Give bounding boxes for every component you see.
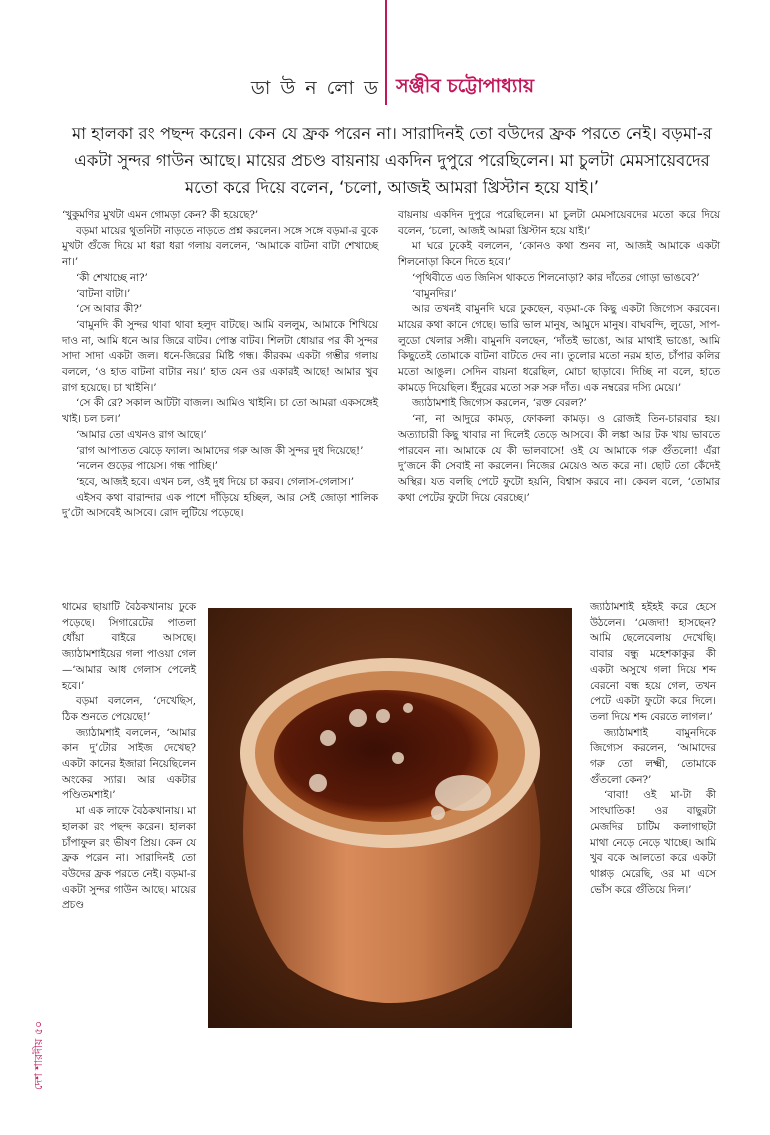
paragraph: ‘বামুনদির।’	[412, 287, 457, 300]
paragraph: জ্যাঠামশাই বললেন, ‘আমার কান দু’টোর সাইজ দেখেছ? একটা কানের ইজারা নিয়েছিলেন অংকের স্যার। আর একটার পণ্ডিতমশাই।’	[62, 726, 196, 802]
paragraph: বড়মা বললেন, ‘দেখেছিস, ঠিক শুনতে পেয়েছে!’	[62, 695, 196, 723]
clay-cup-photo	[208, 608, 572, 1028]
paragraph: ‘কী শেখাচ্ছে না?’	[76, 271, 148, 284]
paragraph: মা ঘরে ঢুকেই বললেন, ‘কোনও কথা শুনব না, আজই আমাকে একটা শিলনোড়া কিনে দিতে হবে।’	[398, 240, 720, 269]
paragraph: বড়মা মায়ের থুতনিটা নাড়তে নাড়তে প্রশ্ন করলেন। সঙ্গে সঙ্গে বড়মা-র বুকে মুখটা গুঁজে দিয়ে মা ধরা ধরা গলায় বললেন, ‘আমাকে বাটনা বাটা শেখাচ্ছে না।’	[62, 224, 378, 269]
paragraph: ‘আমার তো এখনও রাগ আছে।’	[76, 428, 207, 441]
text-column-3	[62, 600, 196, 914]
header-divider	[385, 0, 387, 105]
clay-cup-illustration	[208, 608, 572, 1028]
paragraph: ‘সে কী রে? সকাল আটটা বাজল। আমিও খাইনি। চা তো আমরা একসঙ্গেই খাই। চল চল।’	[62, 397, 378, 426]
paragraph: থামের ছায়াটি বৈঠকখানায় ঢুকে পড়েছে। সিগারেটের পাতলা ধোঁয়া বাইরে আসছে। জ্যাঠামশাইয়ের গলা পাওয়া গেল—‘আমার আধ গেলাস পেলেই হবে।’	[62, 601, 196, 692]
paragraph: ‘হবে, আজই হবে। এখন চল, ওই দুধ দিয়ে চা করব। গেলাস-গেলাস।’	[76, 475, 355, 488]
text-column-4	[590, 600, 716, 898]
paragraph: ‘বাবা! ওই মা-টা কী সাংঘাতিক! ওর বাছুরটা মেজদির চাটিম কলাগাছটা মাথা নেড়ে নেড়ে খাচ্ছে। আমি খুব বকে আলতো করে একটা থাপ্পড় মেরেছি, ওর মা এসে ভোঁস করে গুঁতিয়ে দিল।’	[590, 789, 716, 896]
text-column-2	[398, 208, 720, 506]
author-name: সঞ্জীব চট্টোপাধ্যায়	[396, 75, 535, 97]
paragraph: ‘নলেন গুড়ের পায়েস। গন্ধ পাচ্ছি।’	[76, 460, 218, 473]
page-folio: দেশ শারদীয় ৫০	[32, 1020, 45, 1090]
section-title: ডা উ ন লো ড	[250, 77, 380, 99]
paragraph: ‘না, না আদুরে কামড়, ফোকলা কামড়। ও রোজই তিন-চারবার হয়। অত্যাচারী কিছু খাবার না দিলেই তেড়ে আসবে। কী লঙ্কা আর টক খায় ভাবতে পারবেন না। আমাকে যে কী ভালবাসে! ওই যে আমাকে গরু গুঁতলো! এঁরা দু’জনে কী সেবাই না করলেন। নিজের মেয়েও অত করে না। ছোট তো কেঁদেই অস্থির। যত বলছি পেটে ফুটো হয়নি, বিশ্বাস করবে না। কেবল বলে, ‘তোমার কথা পেটের ফুটো দিয়ে বেরচ্ছে।’	[398, 413, 720, 504]
paragraph: আর তখনই বামুনদি ঘরে ঢুকছেন, বড়মা-কে কিছু একটা জিগ্যেস করবেন। মায়ের কথা কানে গেছে। ভারি ভাল মানুষ, আমুদে মানুষ। বাঘবন্দি, লুডো, সাপ-লুডো খেলার সঙ্গী। বামুনদি বলছেন, ‘দাঁতই ভাঙো, আর মাথাই ভাঙো, আমি কিছুতেই তোমাকে বাটনা বাটতে দেব না। তুলোর মতো নরম হাত, চাঁপার কলির মতো আঙুল। সেদিন বায়না ধরেছিল, মোচা ছাড়াবে। দিচ্ছি না বলে, হাতে কামড়ে দিয়েছিল। ইঁদুরের মতো সরু সরু দাঁত। এক নম্বরের দস্যি মেয়ে।’	[398, 303, 720, 394]
paragraph: এইসব কথা বারান্দার এক পাশে দাঁড়িয়ে হচ্ছিল, আর সেই জোড়া শালিক দু’টো আসবেই আসবে। রোদ লুটিয়ে পড়েছে।	[62, 491, 378, 520]
paragraph: জ্যাঠামশাই জিগ্যেস করলেন, ‘রক্ত বেরল?’	[412, 397, 587, 410]
paragraph: জ্যাঠামশাই বামুনদিকে জিগ্যেস করলেন, ‘আমাদের গরু তো লক্ষ্মী, তোমাকে গুঁতলো কেন?’	[590, 726, 716, 786]
paragraph: ‘সে আবার কী?’	[76, 303, 143, 316]
paragraph: বায়নায় একদিন দুপুরে পরেছিলেন। মা চুলটা মেমসায়েবদের মতো করে দিয়ে বলেন, ‘চলো, আজই আমরা খ্রিস্টান হয়ে যাই।’	[398, 209, 720, 237]
text-column-1	[62, 208, 378, 522]
paragraph: ‘খুকুমণির মুখটা এমন গোমড়া কেন? কী হয়েছে?’	[62, 209, 259, 221]
paragraph: জ্যাঠামশাই হইহই করে হেসে উঠলেন। ‘মেজদা! হাসছেন? আমি ছেলেবেলায় দেখেছি। বাবার বন্ধু মহেশকাকুর কী একটা অসুখে গলা দিয়ে শব্দ বেরনো বন্ধ হয়ে গেল, তখন পেটে একটা ফুটো করে দিলে। তলা দিয়ে শব্দ বেরতে লাগল।’	[590, 601, 716, 723]
paragraph: ‘পৃথিবীতে এত জিনিস থাকতে শিলনোড়া? কার দাঁতের গোড়া ভাঙবে?’	[412, 271, 700, 284]
paragraph: ‘বামুনদি কী সুন্দর থাবা থাবা হলুদ বাটছে। আমি বললুম, আমাকে শিখিয়ে দাও না, আমি ধনে আর জিরে বাটব। পোস্ত বাটব। শিলটা ধোয়ার পর কী সুন্দর সাদা সাদা একটা জল। ধনে-জিরের মিষ্টি গন্ধ। কীরকম একটা গম্ভীর গলায় বললে, ‘ও হাত বাটনা বাটার নয়।’ হাত যেন ওর একারই আছে! আমার খুব রাগ হয়েছে। চা খাইনি।’	[62, 318, 378, 394]
paragraph: ‘রাগ আপাতত ঝেড়ে ফ্যাল। আমাদের গরু আজ কী সুন্দর দুধ দিয়েছে!’	[76, 444, 364, 457]
paragraph: ‘বাটনা বাটা।’	[76, 287, 131, 300]
intro-pullquote: মা হালকা রং পছন্দ করেন। কেন যে ফ্রক পরেন না। সারাদিনই তো বউদের ফ্রক পরতে নেই। বড়মা-র একটা সুন্দর গাউন আছে। মায়ের প্রচণ্ড বায়নায় একদিন দুপুরে পরেছিলেন। মা চুলটা মেমসায়েবদের মতো করে দিয়ে বলেন, ‘চলো, আজই আমরা খ্রিস্টান হয়ে যাই।’	[72, 124, 712, 197]
paragraph: মা এক লাফে বৈঠকখানায়। মা হালকা রং পছন্দ করেন। হালকা চাঁপাফুল রং ভীষণ প্রিয়। কেন যে ফ্রক পরেন না। সারাদিনই তো বউদের ফ্রক পরতে নেই। বড়মা-র একটা সুন্দর গাউন আছে। মায়ের প্রচণ্ড	[62, 805, 196, 912]
